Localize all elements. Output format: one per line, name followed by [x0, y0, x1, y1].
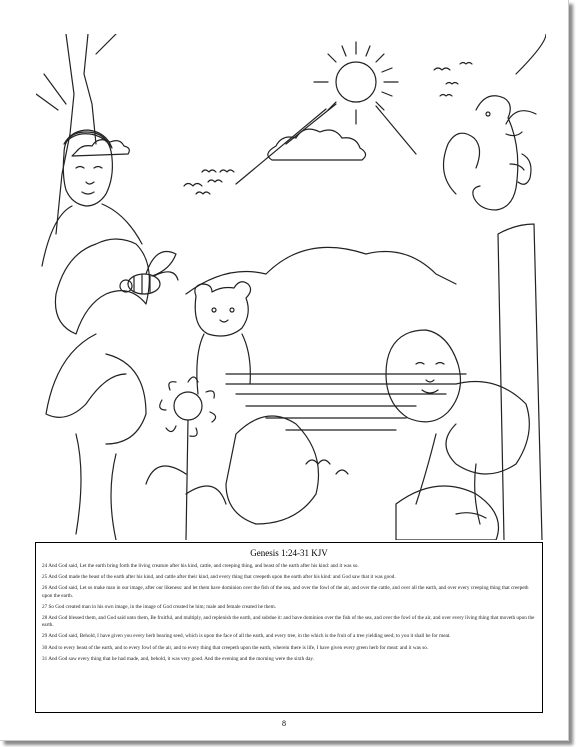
- verse-26: 26 And God said, Let us make man in our image, after our likeness: and let them have dominion over the fish of the sea, and over the fowl of the air, and over the cattle, and over all the earth, and over every creeping thing that creepeth upon the earth.: [42, 585, 529, 599]
- bear-icon: [195, 282, 251, 394]
- flowers-icon: [46, 239, 226, 540]
- verse-29: 29 And God said, Behold, I have given you every herb bearing seed, which is upon the face of all the earth, and every tree, in the which is the fruit of a tree yielding seed; to you it shall be for meat.: [42, 633, 451, 640]
- verse-28: 28 And God blessed them, and God said unto them, Be fruitful, and multiply, and replenish the earth, and subdue it: and have dominion over the fish of the sea, and over the fowl of the air, and over every living thing that moveth upon the earth.: [42, 615, 535, 629]
- mountains-icon: [186, 247, 466, 430]
- bushes-icon: [226, 416, 499, 540]
- page-number: 8: [282, 719, 286, 728]
- squirrel-icon: [444, 96, 525, 210]
- verse-27: 27 So God created man in his own image, in the image of God created he him; male and female created he them.: [42, 603, 276, 610]
- scripture-box: [35, 542, 543, 713]
- sun-icon: [236, 42, 416, 184]
- tree-right-icon: [498, 34, 546, 540]
- scripture-heading: Genesis 1:24-31 KJV: [250, 548, 328, 558]
- verse-24: 24 And God said, Let the earth bring forth the living creature after his kind, cattle, and creeping thing, and beast of the earth after his kind: and it was so.: [42, 563, 359, 569]
- creation-coloring-illustration: [36, 34, 546, 540]
- verse-25: 25 And God made the beast of the earth after his kind, and cattle after their kind, and every thing that creepeth upon the earth after his kind: and God saw that it was good.: [42, 574, 396, 581]
- cloud-icon: [72, 129, 366, 160]
- lion-icon: [386, 330, 529, 524]
- verse-30: 30 And to every beast of the earth, and to every fowl of the air, and to every thing that creepeth upon the earth, wherein there is life, I have given every green herb for meat: and it was so.: [42, 644, 429, 651]
- verse-31: 31 And God saw every thing that he had made, and, behold, it was very good. And the evening and the morning were the sixth day.: [42, 655, 314, 662]
